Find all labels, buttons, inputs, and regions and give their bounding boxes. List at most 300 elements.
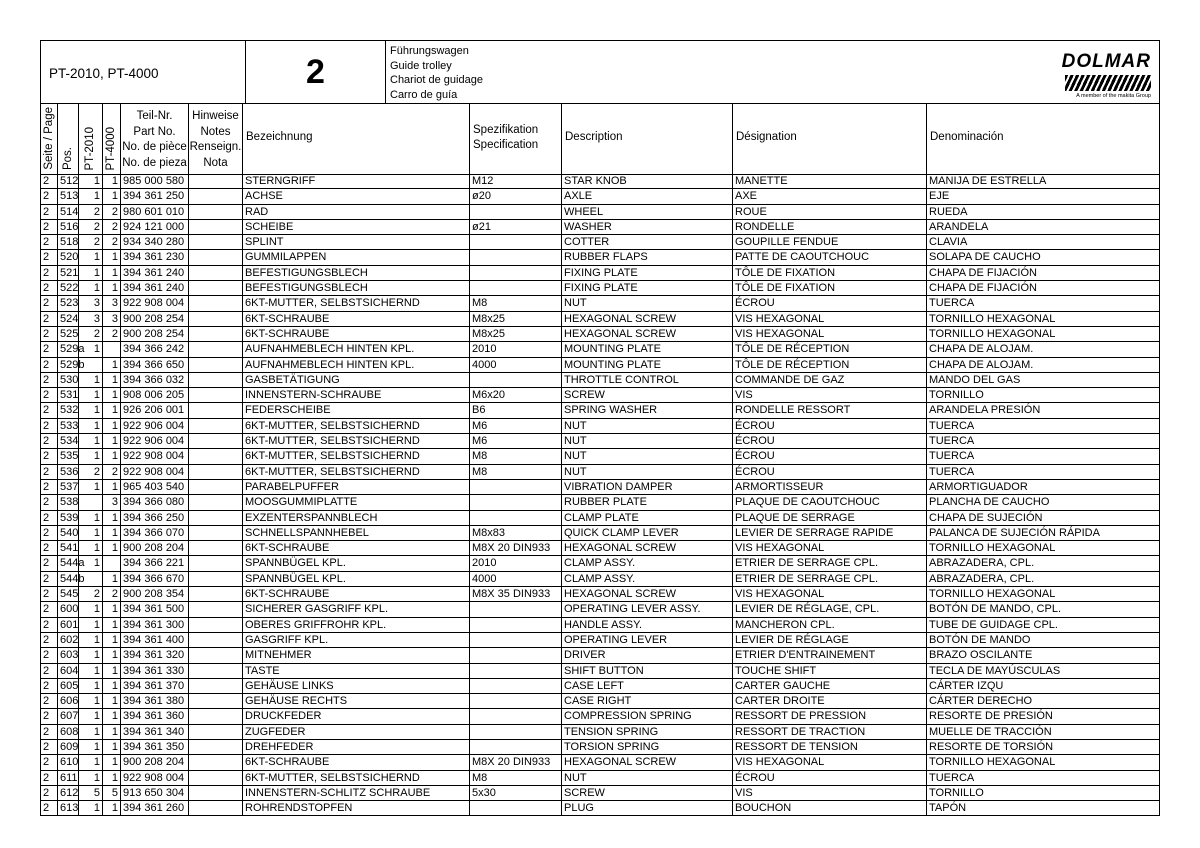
col-denominacion-label: Denominación (930, 131, 1004, 143)
cell-pt2010: 1 (79, 480, 103, 494)
col-partno-header (121, 103, 189, 174)
cell-pt2010: 1 (79, 556, 103, 570)
cell-partno: 394 361 240 (121, 281, 189, 295)
table-row (41, 449, 1159, 464)
cell-denominacion: CHAPA DE FIJACIÓN (929, 282, 1037, 295)
cell-partno: 913 650 304 (121, 786, 189, 800)
cell-description: CASE LEFT (562, 679, 733, 693)
table-row (41, 602, 1159, 617)
cell-page: 2 (41, 266, 58, 280)
cell-denominacion: TUERCA (929, 435, 975, 448)
cell-description: NUT (562, 449, 733, 463)
cell-pt4000: 1 (103, 664, 121, 678)
cell-page: 2 (41, 541, 58, 555)
cell-denominacion: PALANCA DE SUJECIÓN RÁPIDA (929, 526, 1100, 539)
cell-partno: 934 340 280 (121, 235, 189, 249)
cell-partno: 922 908 004 (121, 771, 189, 785)
cell-partno: 965 403 540 (121, 480, 189, 494)
cell-designation: VIS HEXAGONAL (733, 541, 927, 555)
table-row (41, 465, 1159, 480)
cell-designation: ROUE (733, 205, 927, 219)
cell-pos: 602 (60, 633, 79, 646)
cell-pos: 535 (60, 450, 79, 463)
logo-stripes-icon (1065, 75, 1151, 91)
cell-designation: TÔLE DE RÉCEPTION (733, 342, 927, 356)
cell-bezeichnung: ROHRENDSTOPFEN (243, 801, 470, 816)
column-header-row (41, 103, 1159, 175)
cell-denominacion: CHAPA DE ALOJAM. (929, 343, 1034, 356)
cell-bezeichnung: ZUGFEDER (243, 725, 470, 739)
cell-bezeichnung: BEFESTIGUNGSBLECH (243, 281, 470, 295)
cell-pt2010: 2 (79, 465, 103, 479)
notes-label-de: Hinweise (192, 110, 239, 122)
cell-description: RUBBER PLATE (562, 495, 733, 509)
cell-partno: 922 908 004 (121, 449, 189, 463)
table-row (41, 679, 1159, 694)
cell-pt4000: 1 (103, 281, 121, 295)
cell-designation: VIS HEXAGONAL (733, 587, 927, 601)
table-row (41, 388, 1159, 403)
cell-partno: 394 361 330 (121, 664, 189, 678)
cell-pt4000: 1 (103, 679, 121, 693)
cell-pt2010: 1 (79, 801, 103, 816)
cell-page: 2 (41, 388, 58, 402)
cell-spec: M8 (470, 449, 562, 463)
cell-designation: VIS (733, 786, 927, 800)
cell-pt4000: 2 (103, 220, 121, 234)
table-row (41, 755, 1159, 770)
cell-denominacion: TUERCA (929, 465, 975, 478)
cell-pos: 606 (60, 695, 79, 708)
cell-spec (470, 281, 562, 295)
table-row (41, 572, 1159, 587)
cell-description: STAR KNOB (562, 174, 733, 188)
cell-spec (470, 709, 562, 723)
cell-notes (189, 296, 243, 310)
cell-denominacion: BOTÓN DE MANDO (929, 633, 1031, 646)
cell-bezeichnung: 6KT-SCHRAUBE (243, 327, 470, 341)
cell-designation: TÔLE DE RÉCEPTION (733, 358, 927, 372)
cell-spec (470, 250, 562, 264)
cell-pt4000: 1 (103, 602, 121, 616)
cell-notes (189, 205, 243, 219)
table-row (41, 725, 1159, 740)
partno-label-de: Teil-Nr. (136, 110, 173, 122)
cell-bezeichnung: SPANNBÜGEL KPL. (243, 572, 470, 586)
cell-pt2010: 1 (79, 602, 103, 616)
cell-spec (470, 694, 562, 708)
cell-notes (189, 572, 243, 586)
cell-page: 2 (41, 648, 58, 662)
cell-denominacion: EJE (929, 190, 950, 203)
cell-pt4000: 3 (103, 312, 121, 326)
cell-description: FIXING PLATE (562, 281, 733, 295)
cell-pos: 524 (60, 312, 79, 325)
cell-designation: ÉCROU (733, 449, 927, 463)
cell-pt2010: 1 (79, 694, 103, 708)
spec-label-en: Specification (473, 139, 539, 151)
cell-denominacion: TORNILLO HEXAGONAL (929, 327, 1056, 340)
table-row (41, 801, 1159, 816)
cell-bezeichnung: STERNGRIFF (243, 174, 470, 188)
cell-spec (470, 725, 562, 739)
cell-partno: 922 906 004 (121, 434, 189, 448)
cell-pos: 613 (58, 801, 79, 816)
cell-description: OPERATING LEVER ASSY. (562, 602, 733, 616)
cell-pos: 529a (60, 343, 85, 356)
cell-description: CLAMP ASSY. (562, 556, 733, 570)
cell-pt4000: 3 (103, 296, 121, 310)
cell-denominacion: ABRAZADERA, CPL. (929, 557, 1035, 570)
cell-page: 2 (41, 511, 58, 525)
cell-designation: ÉCROU (733, 296, 927, 310)
cell-pos: 611 (60, 771, 78, 784)
cell-bezeichnung: SICHERER GASGRIFF KPL. (243, 602, 470, 616)
cell-pos: 516 (60, 220, 79, 233)
cell-designation: MANETTE (733, 174, 927, 188)
cell-page: 2 (41, 358, 58, 372)
cell-pt4000: 1 (103, 403, 121, 417)
cell-description: SCREW (562, 786, 733, 800)
cell-pt2010: 1 (79, 250, 103, 264)
cell-denominacion: MUELLE DE TRACCIÓN (929, 725, 1052, 738)
table-row (41, 633, 1159, 648)
notes-label-es: Nota (203, 156, 228, 169)
cell-notes (189, 235, 243, 249)
cell-pos: 530 (60, 373, 79, 386)
cell-pt2010: 1 (79, 174, 103, 188)
cell-page: 2 (41, 664, 58, 678)
table-row (41, 403, 1159, 418)
cell-notes (189, 618, 243, 632)
cell-spec (470, 618, 562, 632)
col-bezeichnung-header (243, 103, 470, 174)
cell-partno: 900 208 204 (121, 541, 189, 555)
page-number: 2 (306, 53, 325, 91)
cell-designation: PLAQUE DE SERRAGE (733, 511, 927, 525)
cell-notes (189, 312, 243, 326)
cell-bezeichnung: 6KT-MUTTER, SELBSTSICHERND (243, 771, 470, 785)
cell-designation: ÉCROU (733, 465, 927, 479)
cell-pt4000: 1 (103, 388, 121, 402)
model-names-cell (41, 41, 246, 103)
cell-denominacion: RESORTE DE PRESIÓN (929, 710, 1053, 723)
cell-page: 2 (41, 296, 58, 310)
cell-page: 2 (41, 725, 58, 739)
cell-spec (470, 205, 562, 219)
cell-spec: M8X 35 DIN933 (470, 587, 562, 601)
partno-label-en: Part No. (133, 125, 176, 138)
cell-notes (189, 250, 243, 264)
cell-bezeichnung: FEDERSCHEIBE (243, 403, 470, 417)
cell-pt4000: 1 (103, 189, 121, 203)
cell-pt2010: 1 (79, 281, 103, 295)
cell-denominacion: CÁRTER DERECHO (929, 695, 1033, 708)
cell-designation: BOUCHON (733, 801, 927, 816)
cell-notes (189, 725, 243, 739)
parts-list-sheet (40, 40, 1160, 816)
cell-page: 2 (41, 235, 58, 249)
cell-spec: M8 (470, 296, 562, 310)
col-denominacion-header (927, 103, 1159, 174)
cell-page: 2 (41, 709, 58, 723)
cell-bezeichnung: AUFNAHMEBLECH HINTEN KPL. (243, 342, 470, 356)
cell-notes (189, 403, 243, 417)
cell-notes (189, 679, 243, 693)
table-row (41, 495, 1159, 510)
cell-pt2010: 1 (79, 434, 103, 448)
cell-bezeichnung: BEFESTIGUNGSBLECH (243, 266, 470, 280)
title-de: Führungswagen (390, 45, 469, 57)
cell-pt4000: 1 (103, 801, 121, 816)
cell-pos: 539 (60, 511, 79, 524)
cell-description: CLAMP ASSY. (562, 572, 733, 586)
cell-pt4000: 1 (103, 511, 121, 525)
cell-notes (189, 556, 243, 570)
title-en: Guide trolley (390, 59, 452, 72)
cell-pos: 609 (60, 740, 79, 753)
cell-spec: M6x20 (470, 388, 562, 402)
cell-bezeichnung: EXZENTERSPANNBLECH (243, 511, 470, 525)
cell-partno: 922 906 004 (121, 419, 189, 433)
cell-description: DRIVER (562, 648, 733, 662)
cell-designation: ÉCROU (733, 419, 927, 433)
cell-designation: ÉCROU (733, 771, 927, 785)
table-row (41, 541, 1159, 556)
cell-pt4000: 1 (103, 725, 121, 739)
cell-designation: LEVIER DE SERRAGE RAPIDE (733, 526, 927, 540)
cell-partno: 394 361 300 (121, 618, 189, 632)
cell-pos: 545 (60, 588, 79, 601)
cell-bezeichnung: AUFNAHMEBLECH HINTEN KPL. (243, 358, 470, 372)
cell-pos: 532 (60, 404, 79, 417)
cell-designation: TÔLE DE FIXATION (733, 266, 927, 280)
col-notes-labels (189, 109, 242, 171)
col-pt2010-label: PT-2010 (84, 126, 96, 170)
title-es: Carro de guía (390, 88, 458, 101)
cell-page: 2 (41, 495, 58, 509)
cell-pt4000: 1 (103, 618, 121, 632)
cell-partno: 394 366 221 (121, 556, 189, 570)
cell-partno: 394 361 370 (121, 679, 189, 693)
cell-pt2010: 1 (79, 449, 103, 463)
cell-notes (189, 740, 243, 754)
cell-page: 2 (41, 342, 58, 356)
cell-pos: 513 (60, 190, 79, 203)
table-row (41, 664, 1159, 679)
cell-pos: 529b (60, 358, 85, 371)
table-row (41, 281, 1159, 296)
cell-denominacion: BOTÓN DE MANDO, CPL. (929, 603, 1062, 616)
cell-denominacion: TORNILLO HEXAGONAL (929, 756, 1056, 769)
table-row (41, 556, 1159, 571)
col-designation-label: Désignation (736, 131, 797, 143)
cell-partno: 985 000 580 (121, 174, 189, 188)
cell-partno: 394 366 650 (121, 358, 189, 372)
cell-spec: ø21 (470, 220, 562, 234)
cell-partno: 394 361 260 (121, 801, 189, 816)
cell-bezeichnung: RAD (243, 205, 470, 219)
cell-bezeichnung: SPLINT (243, 235, 470, 249)
cell-designation: LEVIER DE RÉGLAGE (733, 633, 927, 647)
cell-notes (189, 495, 243, 509)
col-designation-header (733, 103, 927, 174)
cell-page: 2 (41, 373, 58, 387)
cell-page: 2 (41, 633, 58, 647)
cell-description: HANDLE ASSY. (562, 618, 733, 632)
cell-pos: 514 (60, 205, 79, 218)
cell-partno: 394 361 380 (121, 694, 189, 708)
cell-bezeichnung: MOOSGUMMIPLATTE (243, 495, 470, 509)
cell-bezeichnung: GASGRIFF KPL. (243, 633, 470, 647)
cell-designation: RONDELLE (733, 220, 927, 234)
cell-bezeichnung: INNENSTERN-SCHLITZ SCHRAUBE (243, 786, 470, 800)
cell-description: HEXAGONAL SCREW (562, 587, 733, 601)
cell-pt2010: 3 (79, 296, 103, 310)
cell-description: NUT (562, 434, 733, 448)
cell-pt2010: 1 (79, 725, 103, 739)
cell-description: CLAMP PLATE (562, 511, 733, 525)
cell-pos: 538 (60, 496, 79, 509)
cell-pt2010: 2 (79, 587, 103, 601)
col-pos-label: Pos. (62, 146, 74, 170)
cell-pt2010: 1 (79, 373, 103, 387)
cell-notes (189, 694, 243, 708)
cell-pos: 518 (60, 236, 79, 249)
cell-partno: 394 361 350 (121, 740, 189, 754)
cell-page: 2 (41, 480, 58, 494)
cell-pos: 600 (60, 603, 79, 616)
cell-spec: M8 (470, 465, 562, 479)
cell-designation: TÔLE DE FIXATION (733, 281, 927, 295)
parts-table-body (41, 174, 1159, 816)
cell-page: 2 (41, 526, 58, 540)
cell-designation: ÉCROU (733, 434, 927, 448)
cell-page: 2 (41, 250, 58, 264)
cell-page: 2 (41, 679, 58, 693)
table-row (41, 327, 1159, 342)
table-row (41, 786, 1159, 801)
cell-pos: 544a (60, 557, 85, 570)
cell-notes (189, 465, 243, 479)
table-row (41, 174, 1159, 189)
cell-notes (189, 373, 243, 387)
table-row (41, 373, 1159, 388)
cell-partno: 980 601 010 (121, 205, 189, 219)
cell-pt2010: 1 (79, 403, 103, 417)
cell-description: MOUNTING PLATE (562, 358, 733, 372)
cell-pt4000: 2 (103, 327, 121, 341)
cell-pos: 521 (60, 266, 79, 279)
cell-pt4000: 1 (103, 419, 121, 433)
cell-notes (189, 388, 243, 402)
cell-pos: 525 (60, 327, 79, 340)
cell-notes (189, 755, 243, 769)
table-row (41, 342, 1159, 357)
col-description-header (562, 103, 733, 174)
cell-pos: 536 (60, 465, 79, 478)
cell-bezeichnung: OBERES GRIFFROHR KPL. (243, 618, 470, 632)
table-row (41, 220, 1159, 235)
cell-pos: 523 (60, 297, 79, 310)
cell-pt2010: 1 (79, 679, 103, 693)
cell-spec (470, 495, 562, 509)
col-partno-labels (121, 109, 188, 171)
cell-spec (470, 740, 562, 754)
cell-pos: 605 (60, 679, 79, 692)
cell-denominacion: TORNILLO HEXAGONAL (929, 588, 1056, 601)
cell-partno: 900 208 204 (121, 755, 189, 769)
cell-description: SHIFT BUTTON (562, 664, 733, 678)
cell-partno: 924 121 000 (121, 220, 189, 234)
cell-designation: CARTER DROITE (733, 694, 927, 708)
cell-partno: 394 366 080 (121, 495, 189, 509)
cell-description: NUT (562, 419, 733, 433)
cell-partno: 900 208 254 (121, 327, 189, 341)
assembly-titles (386, 41, 1056, 103)
cell-pos: 512 (60, 175, 79, 187)
cell-pt4000: 1 (103, 709, 121, 723)
notes-label-fr: Renseign. (189, 141, 242, 153)
cell-notes (189, 327, 243, 341)
cell-spec: ø20 (470, 189, 562, 203)
cell-bezeichnung: GASBETÄTIGUNG (243, 373, 470, 387)
cell-pt2010: 5 (79, 786, 103, 800)
cell-description: HEXAGONAL SCREW (562, 327, 733, 341)
page-number-cell (246, 41, 386, 103)
cell-page: 2 (41, 786, 58, 800)
cell-pt2010: 1 (79, 740, 103, 754)
cell-description: THROTTLE CONTROL (562, 373, 733, 387)
table-row (41, 358, 1159, 373)
model-names: PT-2010, PT-4000 (49, 66, 159, 81)
cell-spec: 2010 (470, 342, 562, 356)
cell-pt4000: 1 (103, 266, 121, 280)
logo-text: DOLMAR (1061, 51, 1151, 72)
cell-designation: ETRIER DE SERRAGE CPL. (733, 572, 927, 586)
cell-pt2010: 1 (79, 709, 103, 723)
cell-denominacion: TORNILLO HEXAGONAL (929, 312, 1056, 325)
cell-page: 2 (41, 572, 58, 586)
cell-spec: B6 (470, 403, 562, 417)
cell-pos: 608 (60, 725, 79, 738)
cell-bezeichnung: GUMMILAPPEN (243, 250, 470, 264)
cell-bezeichnung: DREHFEDER (243, 740, 470, 754)
cell-designation: GOUPILLE FENDUE (733, 235, 927, 249)
cell-spec: M12 (470, 174, 562, 188)
cell-partno: 394 366 032 (121, 373, 189, 387)
cell-denominacion: CÁRTER IZQU (929, 679, 1004, 692)
cell-spec (470, 801, 562, 816)
table-row (41, 434, 1159, 449)
cell-pos: 603 (60, 649, 79, 662)
cell-spec: M6 (470, 419, 562, 433)
cell-pt2010: 1 (79, 526, 103, 540)
cell-bezeichnung: 6KT-MUTTER, SELBSTSICHERND (243, 449, 470, 463)
cell-notes (189, 189, 243, 203)
cell-partno: 394 366 070 (121, 526, 189, 540)
cell-notes (189, 801, 243, 816)
notes-label-en: Notes (200, 125, 231, 138)
cell-designation: ARMORTISSEUR (733, 480, 927, 494)
cell-pt2010: 1 (79, 664, 103, 678)
cell-pt2010: 1 (79, 266, 103, 280)
table-row (41, 587, 1159, 602)
col-pt2010-header (79, 103, 103, 174)
cell-notes (189, 709, 243, 723)
cell-pos: 601 (60, 618, 79, 631)
cell-denominacion: TUBE DE GUIDAGE CPL. (929, 618, 1058, 631)
